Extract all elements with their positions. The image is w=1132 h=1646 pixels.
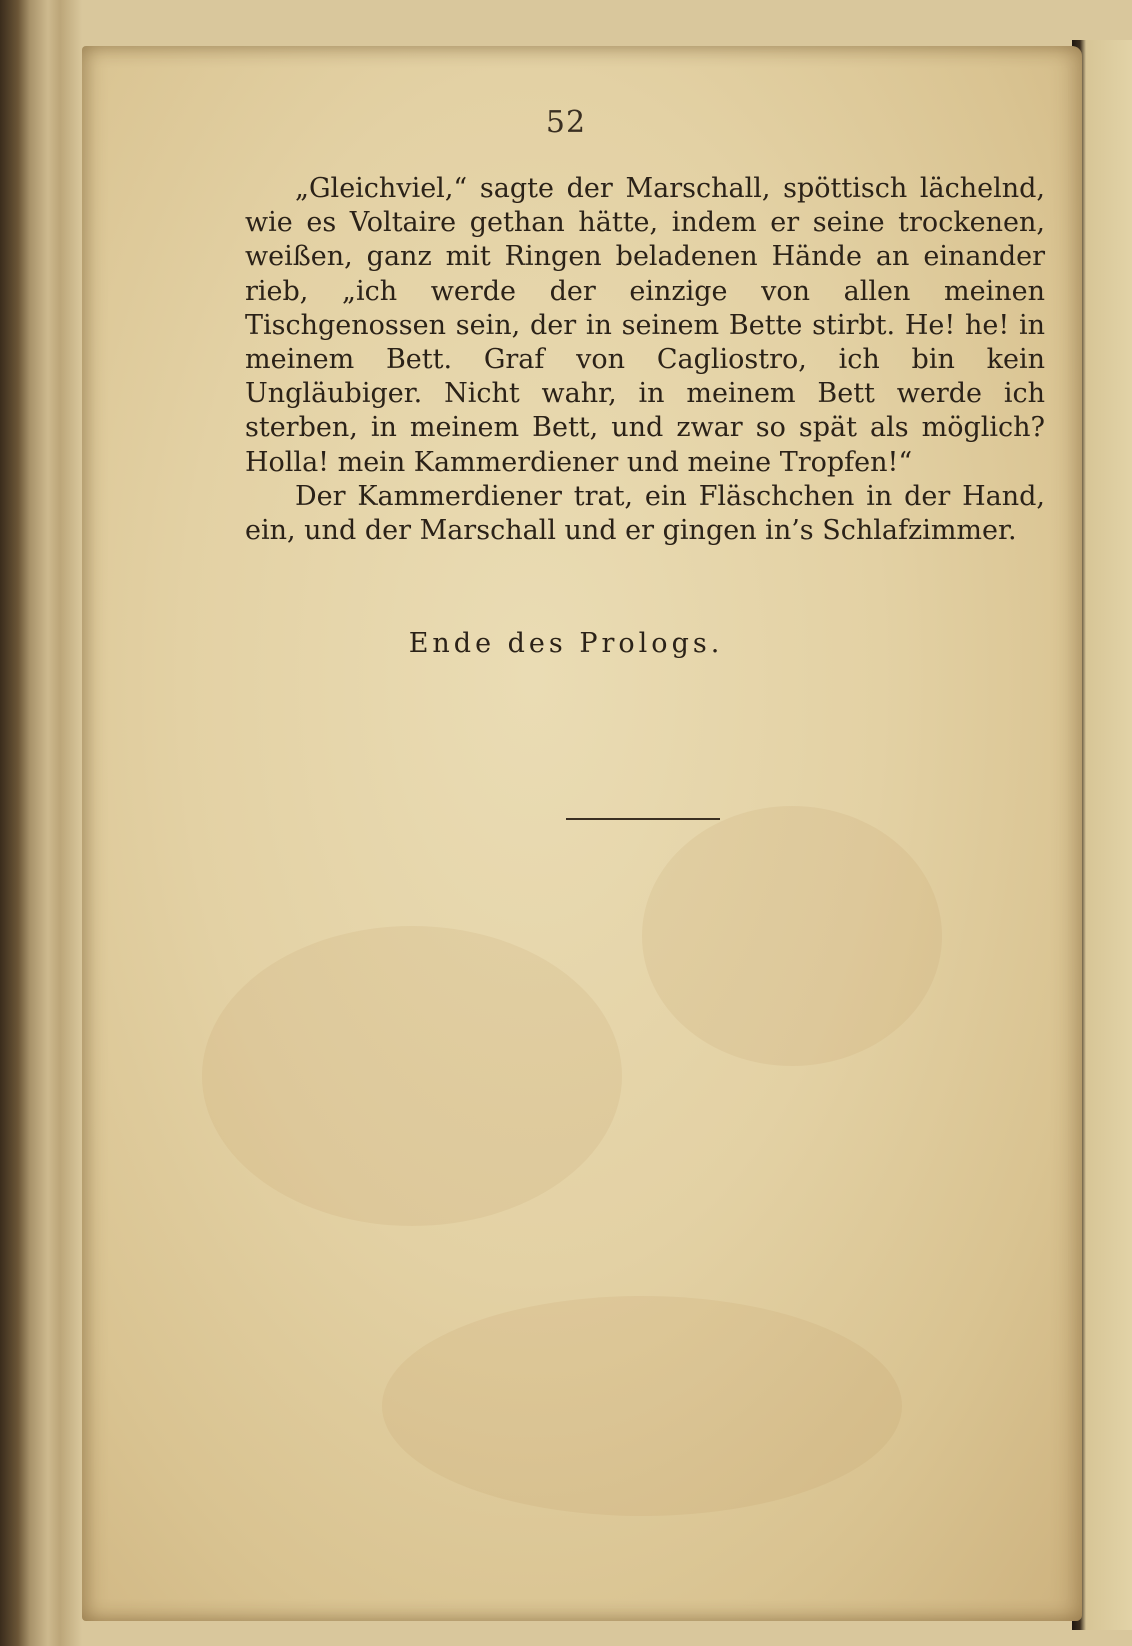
body-text (245, 172, 1045, 548)
paragraph: „Gleichviel,“ sagte der Marschall, spöttisch lächelnd, wie es Voltaire gethan hätte, indem er seine trockenen, weißen, ganz mit Ringen beladenen Hände an einander rieb, „ich werde der einzige von allen meinen Tischgenossen sein, der in seinem Bette stirbt. He! he! in meinem Bett. Graf von Cagliostro, ich bin kein Ungläubiger. Nicht wahr, in meinem Bett werde ich sterben, in meinem Bett, und zwar so spät als möglich? Holla! mein Kammerdiener und meine Tropfen!“ (245, 173, 1045, 478)
end-of-prologue: Ende des Prologs. (408, 628, 724, 659)
page-number: 52 (545, 105, 587, 140)
paragraph: Der Kammerdiener trat, ein Fläschchen in der Hand, ein, und der Marschall und er gingen in’s Schlafzimmer. (245, 480, 1045, 547)
paper-stain (382, 1296, 902, 1516)
paper-stain (202, 926, 622, 1226)
section-divider (566, 818, 720, 820)
paper-stain (642, 806, 942, 1066)
